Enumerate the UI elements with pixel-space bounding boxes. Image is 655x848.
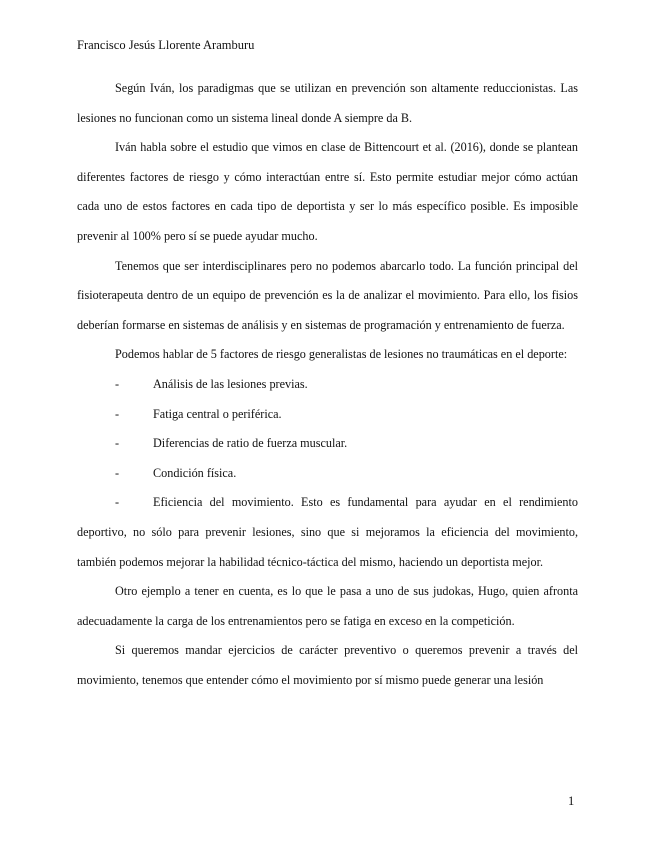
list-item-text: Diferencias de ratio de fuerza muscular.	[153, 436, 348, 451]
paragraph-2: Iván habla sobre el estudio que vimos en clase de Bittencourt et al. (2016), donde se plantean diferentes factores de riesgo y cómo interactúan entre sí. Esto permite estudiar mejor cómo actúan cada uno de estos factores en cada tipo de deportista y ser lo más específico posible. Es imposible prevenir al 100% pero sí se puede ayudar mucho.	[77, 140, 578, 243]
list-marker: -	[115, 406, 120, 421]
paragraph-6: Si queremos mandar ejercicios de carácter preventivo o queremos prevenir a través del movimiento, tenemos que entender cómo el movimiento por sí mismo puede generar una lesión	[77, 643, 578, 687]
paragraph-4: Podemos hablar de 5 factores de riesgo generalistas de lesiones no traumáticas en el deporte:	[115, 347, 568, 362]
list-item	[77, 459, 578, 489]
list-marker: -	[115, 465, 120, 480]
list-item	[77, 429, 578, 459]
risk-factor-list	[77, 370, 578, 577]
list-item	[77, 370, 578, 400]
document-body	[77, 74, 578, 695]
page-header-author: Francisco Jesús Llorente Aramburu	[77, 38, 255, 52]
list-marker: -	[115, 495, 120, 510]
list-item-text: Análisis de las lesiones previas.	[153, 376, 308, 391]
list-marker: -	[115, 436, 120, 451]
list-item-text: Condición física.	[153, 465, 237, 480]
list-item-text: Eficiencia del movimiento. Esto es fundamental para ayudar en el rendimiento deportivo, no sólo para prevenir lesiones, sino que si mejoramos la eficiencia del movimiento, también podemos mejorar la habilidad técnico-táctica del mismo, haciendo un deportista mejor.	[77, 495, 578, 569]
list-item	[77, 488, 578, 577]
list-marker: -	[115, 376, 120, 391]
paragraph-5: Otro ejemplo a tener en cuenta, es lo que le pasa a uno de sus judokas, Hugo, quien afronta adecuadamente la carga de los entrenamientos pero se fatiga en exceso en la competición.	[77, 584, 578, 628]
page-number: 1	[568, 794, 575, 808]
list-item	[77, 400, 578, 430]
paragraph-1: Según Iván, los paradigmas que se utilizan en prevención son altamente reduccionistas. Las lesiones no funcionan como un sistema lineal donde A siempre da B.	[77, 81, 578, 125]
list-item-text: Fatiga central o periférica.	[153, 406, 282, 421]
paragraph-3: Tenemos que ser interdisciplinares pero no podemos abarcarlo todo. La función principal del fisioterapeuta dentro de un equipo de prevención es la de analizar el movimiento. Para ello, los fisios deberían formarse en sistemas de análisis y en sistemas de programación y entrenamiento de fuerza.	[77, 258, 578, 332]
